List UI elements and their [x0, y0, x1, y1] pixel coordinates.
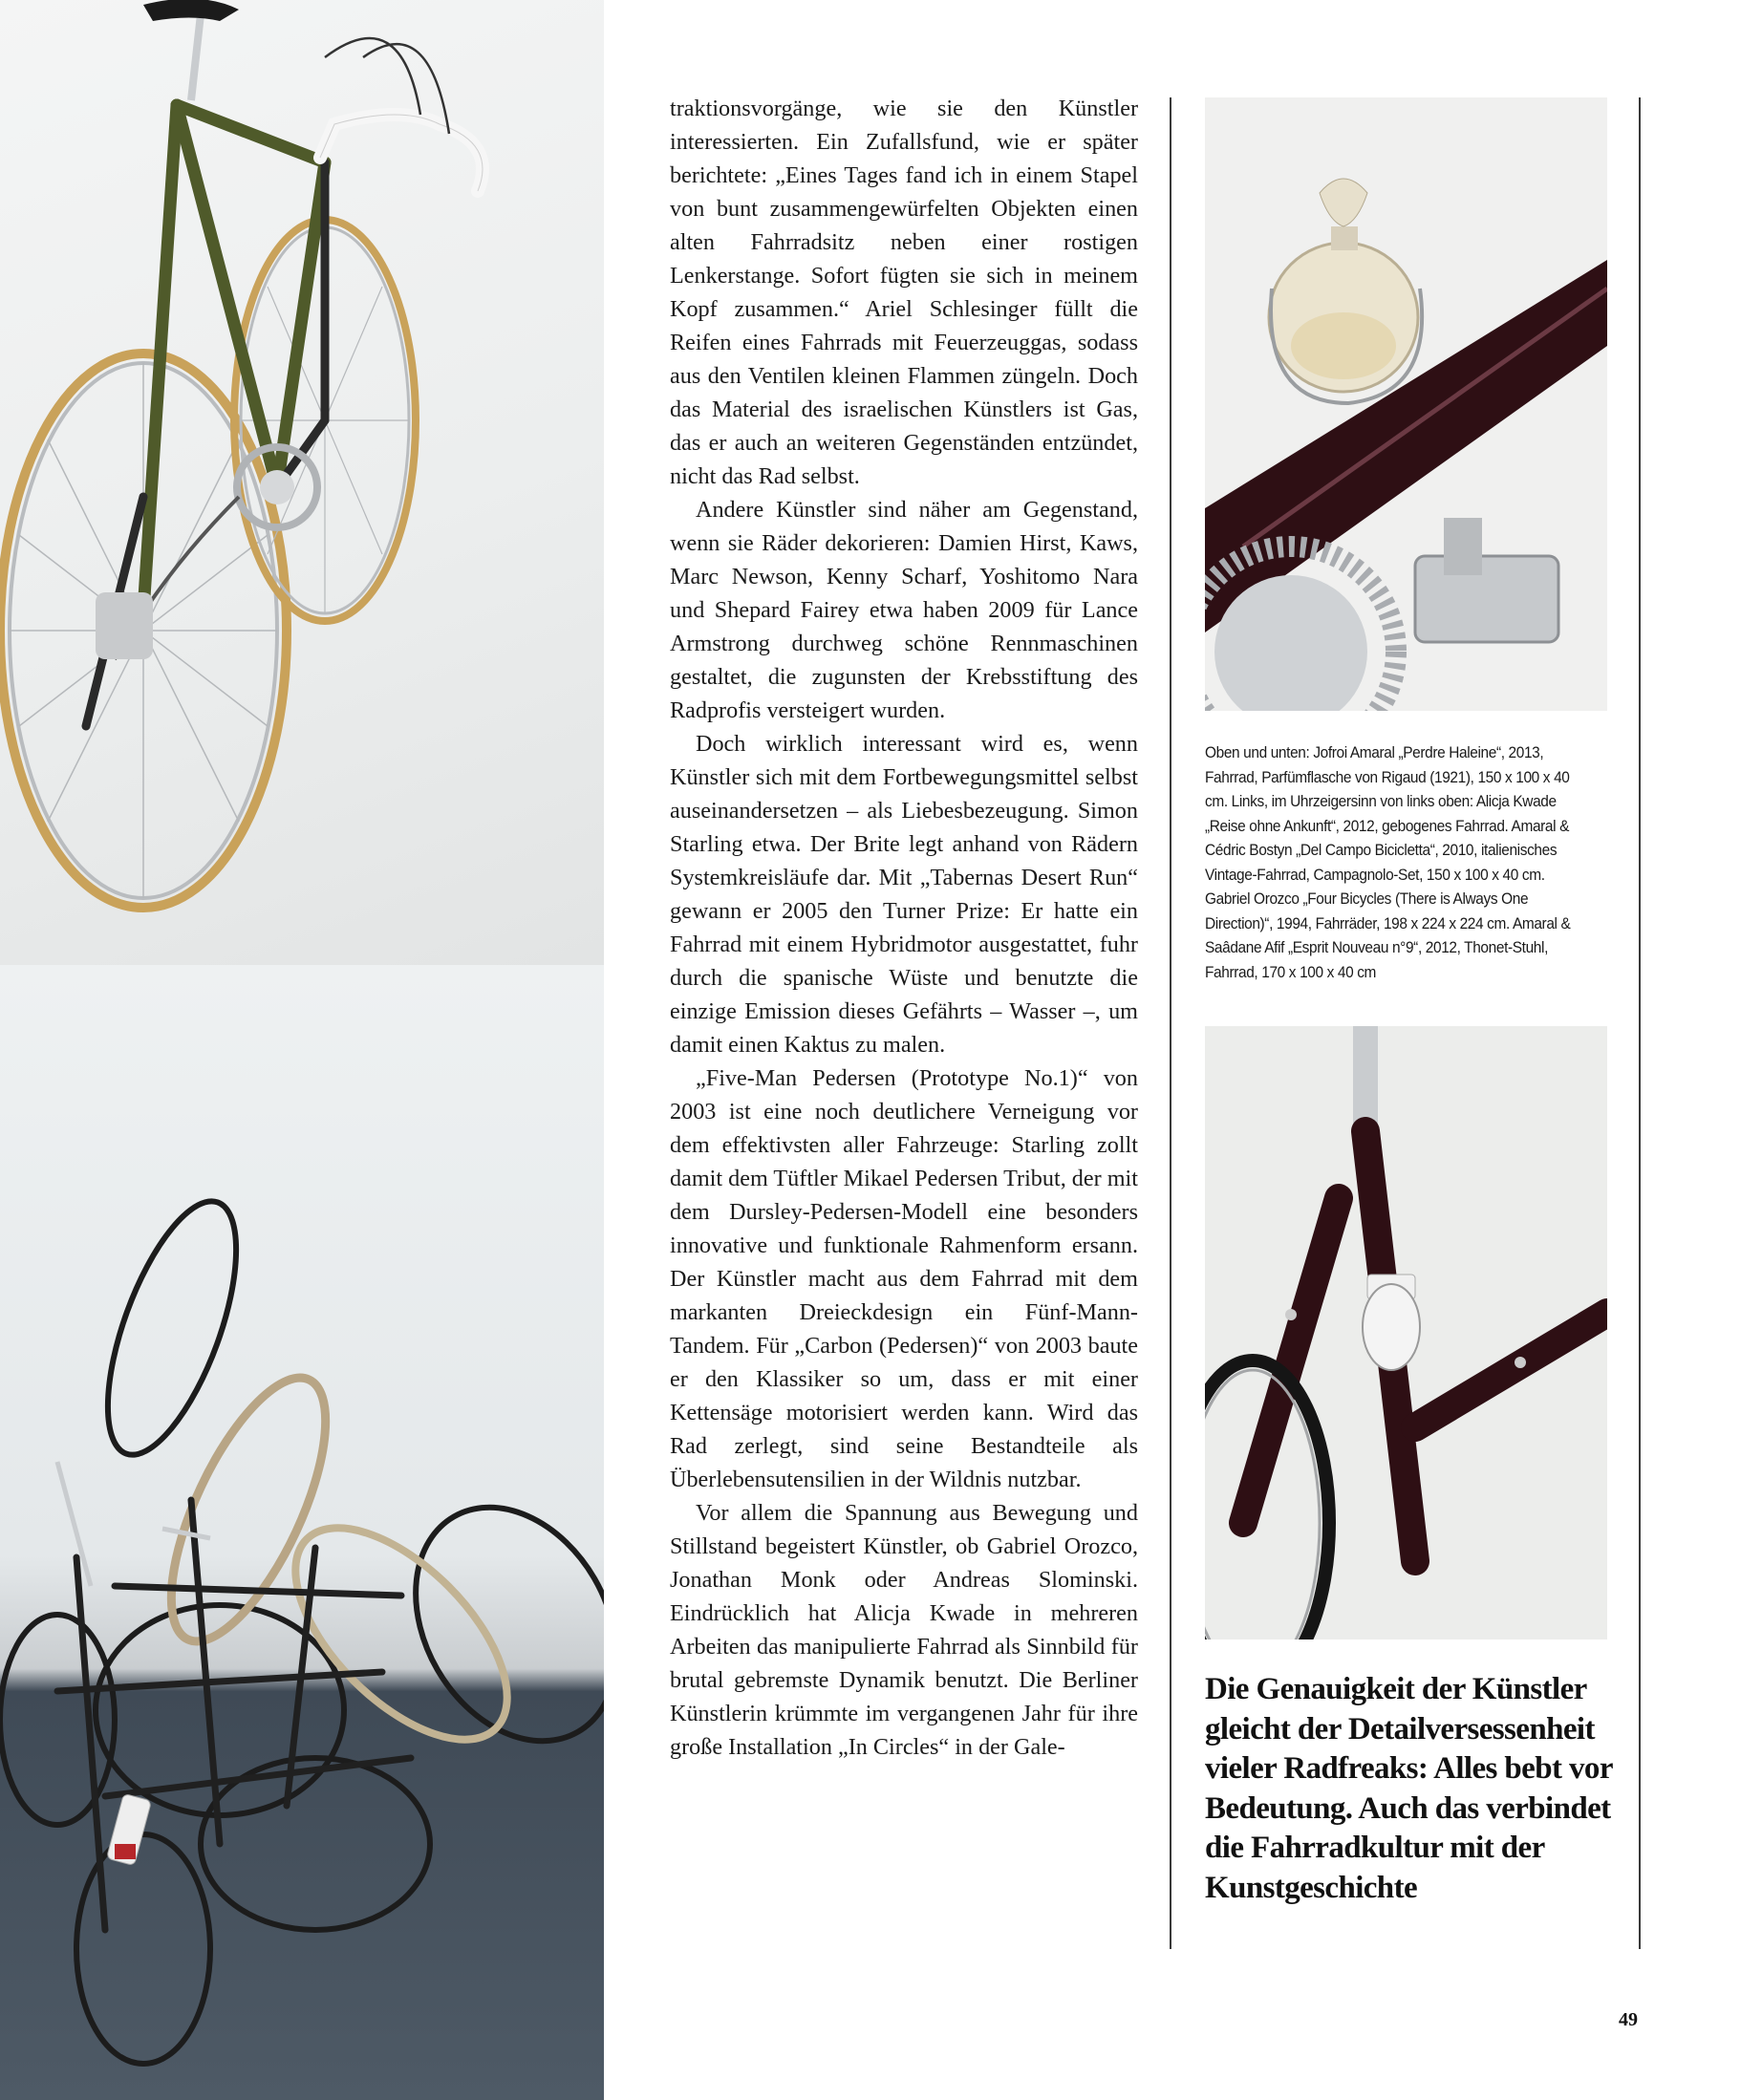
- column-divider-left: [1170, 97, 1171, 1949]
- racing-bicycle-photo: [0, 0, 604, 965]
- perfume-bicycle-photo-top: [1205, 97, 1607, 711]
- article-paragraph: Doch wirklich interessant wird es, wenn Künstler sich mit dem Fortbewegungsmittel selbst auseinandersetzen – als Liebesbezeugung. Simon Starling etwa. Der Brite legt anhand von Rädern Systemkreisläufe dar. Mit „Tabernas Desert Run“ gewann er 2005 den Turner Prize: Er hatte ein Fahrrad mit einem Hybridmotor ausgestattet, fuhr durch die spanische Wüste und benutzte die einzige Emission dieses Gefährts – Wasser –, um damit einen Kaktus zu malen.: [670, 731, 1138, 1058]
- perfume-bicycle-photo-bottom: [1205, 1026, 1607, 1639]
- four-bicycles-photo: [0, 965, 604, 2100]
- perfume-bottle-illustration: [1205, 97, 1607, 711]
- article-paragraph: traktionsvorgänge, wie sie den Künstler interessierten. Ein Zufallsfund, wie er später berichtete: „Eines Tages fand ich in einem Stapel von bunt zusammengewürfelten Objekten einen alten Fahrradsitz neben einer rostigen Lenkerstange. Sofort fügten sie sich in meinem Kopf zusammen.“ Ariel Schlesinger füllt die Reifen eines Fahrrads mit Feuerzeuggas, sodass aus den Ventilen kleinen Flammen züngeln. Doch das Material des israelischen Künstlers ist Gas, das er auch an weiteren Gegenständen entzündet, nicht das Rad selbst.: [670, 96, 1138, 489]
- racing-bicycle-illustration: [0, 0, 604, 965]
- pull-quote: Die Genauigkeit der Künstler gleicht der Detailversessenheit vieler Radfreaks: Alles bebt vor Bedeutung. Auch das verbindet die Fahrradkultur mit der Kunstgeschichte: [1205, 1672, 1613, 1905]
- article-paragraph: „Five-Man Pedersen (Prototype No.1)“ von 2003 ist eine noch deutlichere Verneigung vor dem effektivsten aller Fahrzeuge: Starling zollt damit dem Tüftler Mikael Pedersen Tribut, der mit dem Dursley-Pedersen-Modell eine besonders innovative und funktionale Rahmenform ersann. Der Künstler macht aus dem Fahrrad mit dem markanten Dreieckdesign ein Fünf-Mann-Tandem. Für „Carbon (Pedersen)“ von 2003 baute er den Klassiker so um, dass er mit einer Kettensäge motorisiert werden kann. Wird das Rad zerlegt, sind seine Bestandteile als Überlebensutensilien in der Wildnis nutzbar.: [670, 1065, 1138, 1492]
- image-caption: Oben und unten: Jofroi Amaral „Perdre Haleine“, 2013, Fahrrad, Parfümflasche von Rigaud (1921), 150 x 100 x 40 cm. Links, im Uhrzeigersinn von links oben: Alicja Kwade „Reise ohne Ankunft“, 2012, gebogenes Fahrrad. Amaral & Cédric Bostyn „Del Campo Bicicletta“, 2010, italienisches Vintage-Fahrrad, Campagnolo-Set, 150 x 100 x 40 cm. Gabriel Orozco „Four Bicycles (There is Always One Direction)“, 1994, Fahrräder, 198 x 224 x 224 cm. Amaral & Saâdane Afif „Esprit Nouveau n°9“, 2012, Thonet-Stuhl, Fahrrad, 170 x 100 x 40 cm: [1205, 743, 1571, 981]
- four-bicycles-illustration: [0, 965, 604, 2100]
- article-paragraph: Vor allem die Spannung aus Bewegung und Stillstand begeistert Künstler, ob Gabriel Orozco, Jonathan Monk oder Andreas Slominski. Eindrücklich hat Alicja Kwade in mehreren Arbeiten das manipulierte Fahrrad als Sinnbild für brutal gebremste Dynamik benutzt. Die Berliner Künstlerin krümmte im vergangenen Jahr für ihre große Installation „In Circles“ in der Gale-: [670, 1500, 1138, 1760]
- burgundy-frame-illustration: [1205, 1026, 1607, 1639]
- article-paragraph: Andere Künstler sind näher am Gegenstand, wenn sie Räder dekorieren: Damien Hirst, Kaws, Marc Newson, Kenny Scharf, Yoshitomo Nara und Shepard Fairey etwa haben 2009 für Lance Armstrong durchweg schöne Rennmaschinen gestaltet, die zugunsten der Krebsstiftung des Radprofis versteigert wurden.: [670, 497, 1138, 723]
- article-body: [670, 92, 1138, 1764]
- page-number: 49: [1619, 2009, 1638, 2030]
